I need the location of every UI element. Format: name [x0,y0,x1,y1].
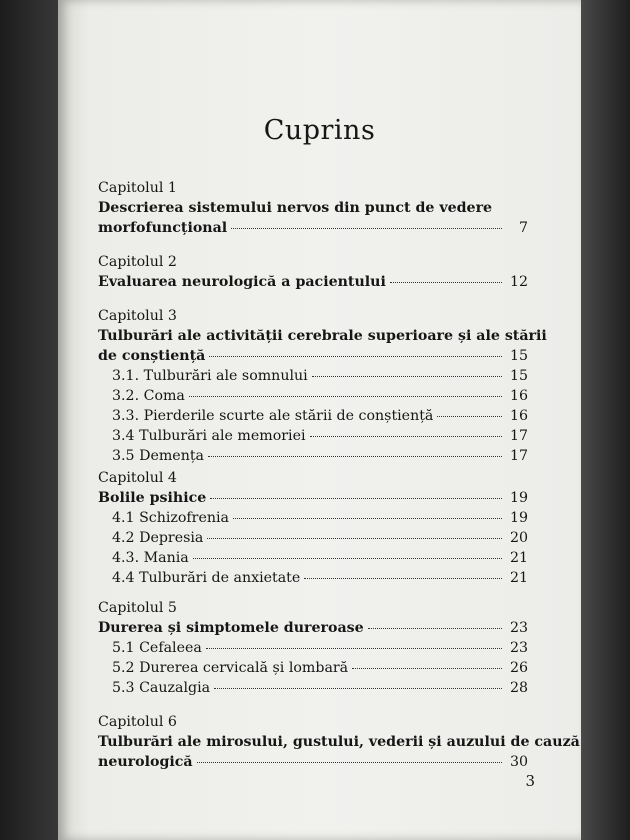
toc-entry[interactable] [98,638,528,658]
toc-entry-page: 28 [509,680,528,696]
toc-entry[interactable] [98,548,528,568]
dot-leader [304,577,502,579]
chapter-page-number: 7 [518,220,528,236]
background-right [580,0,630,840]
dot-leader [214,687,502,689]
toc-entry-page: 21 [509,570,528,586]
chapter-label: Capitolul 5 [98,600,177,616]
chapter-page-number: 12 [509,274,528,290]
chapter-heading-text: Tulburări ale activității cerebrale superioare și ale stării [98,328,547,344]
chapter-heading-line [98,198,528,218]
dot-leader [368,627,502,629]
dot-leader [193,557,502,559]
toc-entry-label: 5.1 Cefaleea [112,640,202,656]
toc-entry-page: 20 [509,530,528,546]
toc-entry[interactable] [98,426,528,446]
chapter-heading-text: Durerea și simptomele dureroase [98,620,364,636]
chapter-heading-entry[interactable] [98,618,528,638]
toc-entry[interactable] [98,528,528,548]
toc-entry-page: 21 [509,550,528,566]
chapter-heading-text: neurologică [98,754,193,770]
chapter-heading-line [98,732,580,752]
toc-entry-label: 4.2 Depresia [112,530,204,546]
chapter-1 [98,178,528,238]
chapter-2 [98,252,528,292]
dot-leader [209,355,502,357]
toc-entry[interactable] [98,366,528,386]
toc-entry[interactable] [98,386,528,406]
toc-entry[interactable] [98,678,528,698]
chapter-3 [98,306,547,466]
toc-entry-page: 17 [509,428,528,444]
dot-leader [310,435,503,437]
toc-entry-label: 3.5 Demența [112,448,204,464]
toc-entry-page: 16 [509,388,528,404]
toc-entry[interactable] [98,508,528,528]
chapter-heading-entry[interactable] [98,752,528,772]
chapter-heading-entry[interactable] [98,218,528,238]
chapter-heading-text: Descrierea sistemului nervos din punct de vedere [98,200,493,216]
toc-entry-label: 5.3 Cauzalgia [112,680,211,696]
toc-entry-label: 3.3. Pierderile scurte ale stării de conștiență [112,408,434,424]
toc-entry-label: 4.1 Schizofrenia [112,510,229,526]
toc-entry[interactable] [98,658,528,678]
chapter-label: Capitolul 2 [98,254,177,270]
dot-leader [352,667,502,669]
toc-entry-label: 4.4 Tulburări de anxietate [112,570,301,586]
chapter-label: Capitolul 6 [98,714,177,730]
dot-leader [437,415,502,417]
dot-leader [189,395,502,397]
toc-entry[interactable] [98,568,528,588]
book-page [58,0,581,840]
toc-entry[interactable] [98,406,528,426]
toc-entry-label: 3.2. Coma [112,388,185,404]
chapter-label: Capitolul 4 [98,470,177,486]
toc-entry-page: 17 [509,448,528,464]
dot-leader [206,647,502,649]
chapter-page-number: 23 [509,620,528,636]
toc-entry-label: 4.3. Mania [112,550,189,566]
chapter-label: Capitolul 3 [98,308,177,324]
chapter-page-number: 15 [509,348,528,364]
toc-entry-page: 15 [509,368,528,384]
toc-entry-page: 19 [509,510,528,526]
chapter-heading-entry[interactable] [98,488,528,508]
chapter-heading-text: de conștiență [98,348,206,364]
chapter-5 [98,598,528,698]
toc-entry-page: 23 [509,640,528,656]
page-number: 3 [525,772,535,790]
chapter-4 [98,468,528,588]
dot-leader [197,761,502,763]
toc-entry-label: 3.1. Tulburări ale somnului [112,368,308,384]
chapter-heading-text: Tulburări ale mirosului, gustului, vederii și auzului de cauză [98,734,580,750]
dot-leader [208,455,502,457]
dot-leader [231,227,502,229]
dot-leader [210,497,502,499]
chapter-heading-text: Evaluarea neurologică a pacientului [98,274,386,290]
page-title: Cuprins [263,115,376,146]
chapter-label: Capitolul 1 [98,180,177,196]
dot-leader [390,281,502,283]
dot-leader [233,517,502,519]
chapter-6 [98,712,580,772]
chapter-heading-text: morfofuncțional [98,220,228,236]
toc-entry[interactable] [98,446,528,466]
chapter-heading-text: Bolile psihice [98,490,207,506]
toc-entry-label: 5.2 Durerea cervicală și lombară [112,660,349,676]
chapter-page-number: 30 [509,754,528,770]
toc-entry-page: 16 [509,408,528,424]
chapter-heading-entry[interactable] [98,272,528,292]
dot-leader [207,537,502,539]
chapter-heading-line [98,326,547,346]
toc-entry-page: 26 [509,660,528,676]
chapter-heading-entry[interactable] [98,346,528,366]
book-spine-shadow [0,0,62,840]
dot-leader [312,375,502,377]
toc-entry-label: 3.4 Tulburări ale memoriei [112,428,306,444]
chapter-page-number: 19 [509,490,528,506]
